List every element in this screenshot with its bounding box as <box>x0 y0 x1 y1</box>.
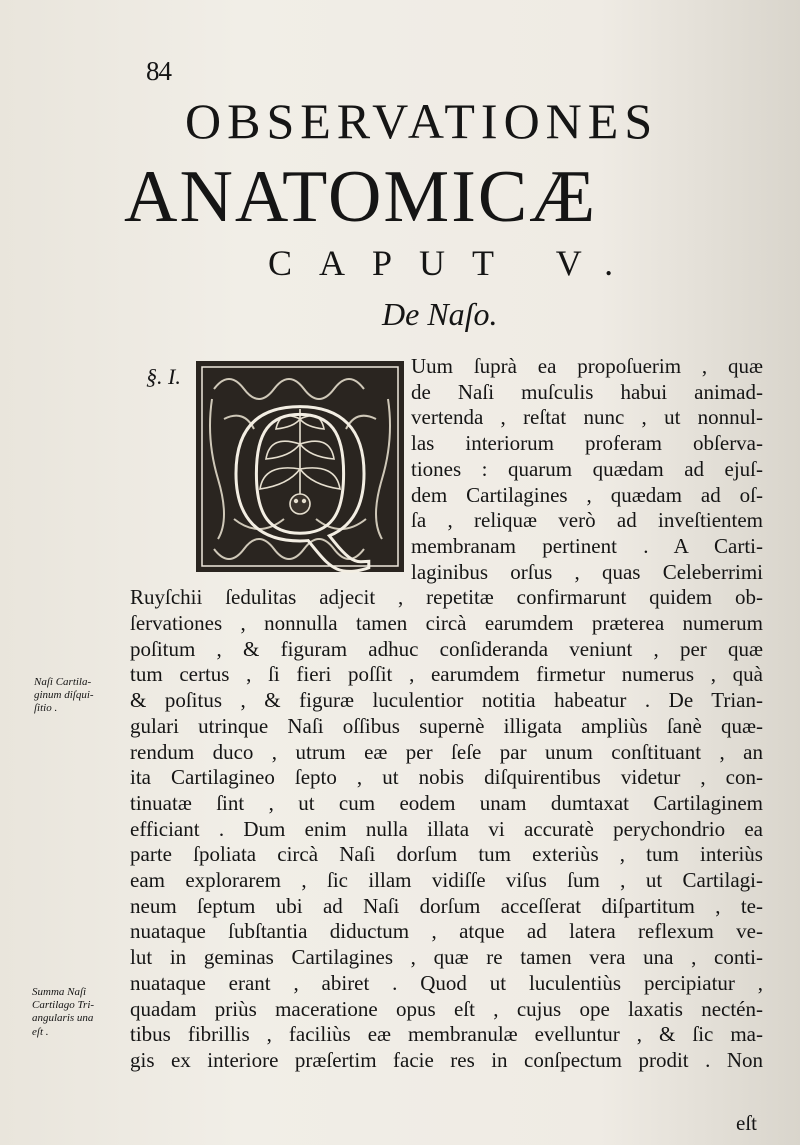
body-line: ſervationes , nonnulla tamen circà earumdem præterea numerum <box>130 611 763 635</box>
chapter-heading: CAPUT V. <box>268 243 641 283</box>
body-line: parte ſpoliata circà Naſi dorſum tum exteriùs , tum interiùs <box>130 842 763 867</box>
body-line: lut in geminas Cartilagines , quæ re tamen vera una , conti- <box>130 945 763 970</box>
margin-note-line: angularis una <box>32 1012 94 1025</box>
page-number: 84 <box>146 56 171 86</box>
body-line: de Naſi muſculis habui animad- <box>411 379 763 404</box>
body-line: gis ex interiore præſertim facie res in conſpectum prodit . Non <box>130 1047 763 1072</box>
section-subject: De Naſo. <box>382 296 498 332</box>
body-line: rendum duco , utrum eæ per ſeſe par unum conſtituant , an <box>130 739 763 764</box>
body-line: membranam pertinent . A Carti- <box>411 533 763 558</box>
body-line: laginibus orſus , quas Celeberrimi <box>411 559 763 584</box>
body-line: tibus fibrillis , faciliùs eæ membranulæ evelluntur , & ſic ma- <box>130 1022 763 1047</box>
body-line: Uum ſuprà ea propoſuerim , quæ <box>411 354 763 378</box>
body-line: nuataque erant , abiret . Quod ut luculentiùs percipiatur , <box>130 970 763 995</box>
title-line-1: OBSERVATIONES <box>185 93 659 149</box>
title-line-2: ANATOMICÆ <box>124 156 598 238</box>
body-line: ita Cartilagineo ſepto , ut nobis diſquirentibus videtur , con- <box>130 765 763 790</box>
body-line: nuataque ſubſtantia diductum , atque ad latera reflexum ve- <box>130 919 763 944</box>
margin-note-line: ſitio . <box>34 702 58 715</box>
catchword: eſt <box>736 1111 757 1135</box>
decorated-initial-q <box>194 359 406 574</box>
margin-note-line: Summa Naſi <box>32 986 87 998</box>
body-line: ſa , reliquæ verò ad inveſtientem <box>411 508 763 533</box>
body-line: gulari utrinque Naſi oſſibus supernè illigata ampliùs ſanè quæ- <box>130 713 763 738</box>
margin-note-line: Naſi Cartila- <box>34 676 92 688</box>
body-line: poſitum , & figuram adhuc conſideranda veniunt , per quæ <box>130 636 763 661</box>
margin-note-line: Cartilago Tri- <box>32 999 95 1012</box>
margin-note-line: ginum diſqui- <box>34 689 94 702</box>
body-line: las interiorum proferam obſerva- <box>411 431 763 456</box>
body-line: & poſitus , & figuræ luculentior notitia habeatur . De Trian- <box>130 688 763 713</box>
body-line: efficiant . Dum enim nulla illata vi accuratè perychondrio ea <box>130 816 763 841</box>
body-line: eam explorarem , ſic illam vidiſſe viſus ſum , ut Cartilagi- <box>130 868 763 892</box>
body-line: neum ſeptum ubi ad Naſi dorſum acceſſerat diſpartitum , te- <box>130 893 763 918</box>
body-line: Ruyſchii ſedulitas adjecit , repetitæ confirmarunt quidem ob- <box>130 585 763 610</box>
body-line: quadam priùs maceratione opus eſt , cujus ope laxatis nectén- <box>130 996 763 1021</box>
margin-note <box>34 676 94 716</box>
initial-letter: Q <box>227 362 373 574</box>
margin-note <box>32 986 94 1039</box>
section-mark: §. I. <box>146 364 181 389</box>
body-line: dem Cartilagines , quædam ad oſ- <box>411 482 763 507</box>
body-line: tiones : quarum quædam ad ejuſ- <box>411 456 763 481</box>
body-line: tum certus , ſi fieri poſſit , earumdem firmetur numerus , quà <box>130 662 763 687</box>
body-line: tinuatæ ſint , ut cum eodem unam dumtaxat Cartilaginem <box>130 790 763 815</box>
margin-note-line: eſt . <box>32 1025 49 1038</box>
body-line: vertenda , reſtat nunc , ut nonnul- <box>411 405 763 430</box>
